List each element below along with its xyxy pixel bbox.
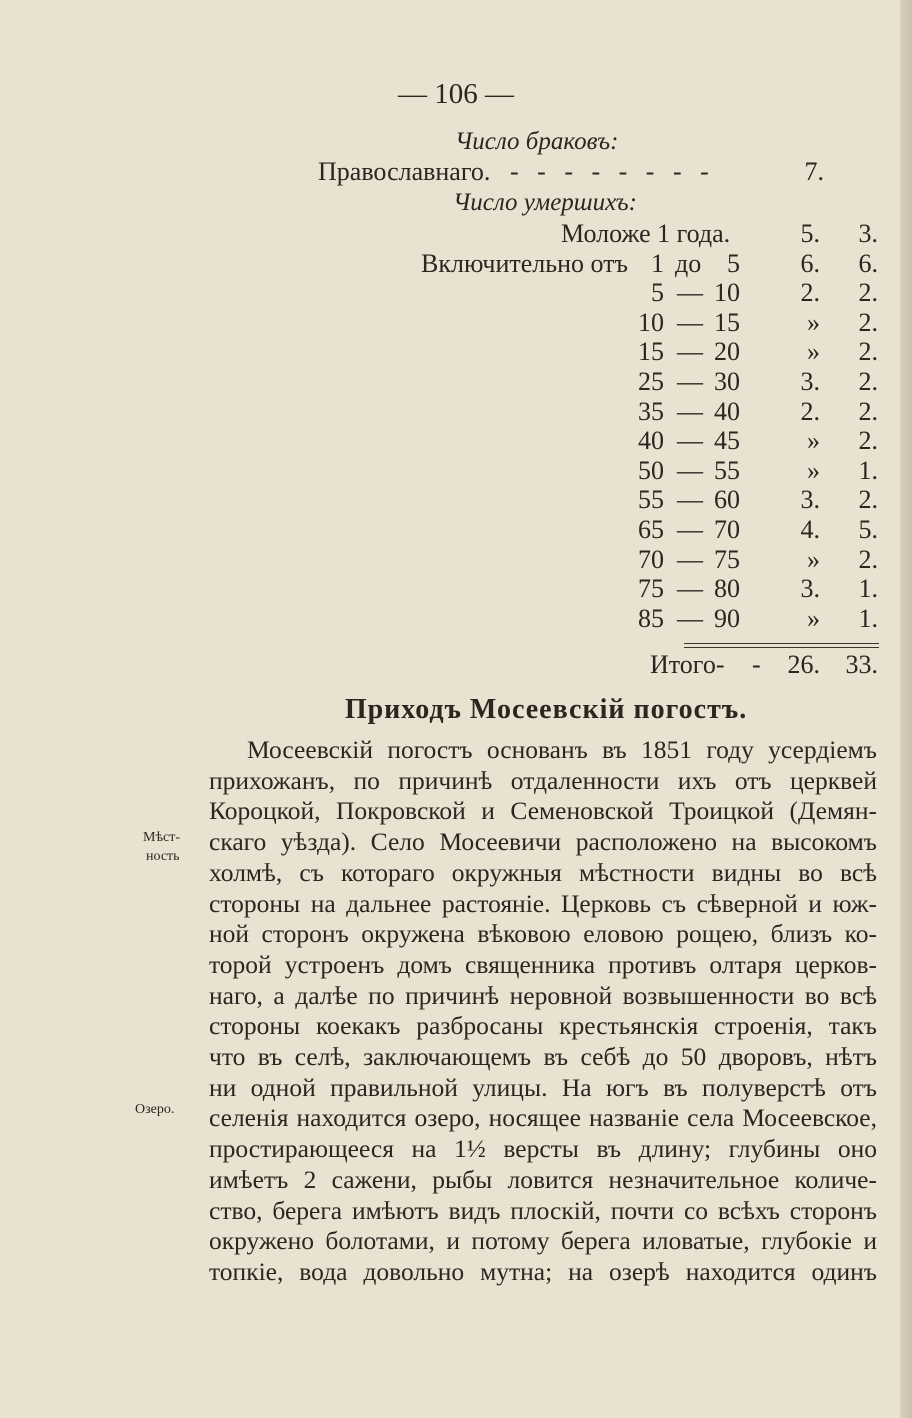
total-a: 26. [787,650,820,679]
margin-note-locality-2: ность [146,849,180,864]
death-count-a: 3. [800,367,820,396]
body-line: Короцкой, Покровской и Семеновской Троицкой (Демян- [209,796,877,826]
age-from: 65 [638,515,664,544]
death-count-a: 4. [800,515,820,544]
body-line: простирающееся на 1½ версты въ длину; глубины оно [209,1134,877,1164]
age-from: 75 [638,574,664,604]
age-from: 70 [638,544,664,574]
age-from: 55 [638,485,664,515]
age-separator: — [677,455,703,485]
page-number: — 106 — [398,78,514,110]
total-label: Итого- [650,650,725,679]
body-line: Мосеевскій погостъ основанъ въ 1851 году усердіемъ [247,735,877,764]
margin-note-lake: Озеро. [135,1102,175,1117]
death-count-b: 3. [858,219,878,248]
age-separator: — [677,515,703,544]
age-separator: — [677,426,703,456]
total-rule [684,643,879,644]
body-line: ной сторонъ окружена вѣковою еловою рощею, близъ ко- [209,919,877,949]
age-from: 15 [638,337,664,367]
total-b: 33. [845,650,878,679]
age-to: 45 [714,426,740,456]
age-from: 10 [638,307,664,337]
total-rule-2 [684,647,879,648]
body-line: ство, берега имѣютъ видъ плоскій, почти со всѣхъ сторонъ [209,1195,877,1225]
age-to: 70 [714,515,740,544]
death-count-b: 2. [858,426,878,456]
body-line: холмѣ, съ котораго окружныя мѣстности видны во всѣ [209,857,877,887]
age-separator: — [677,485,703,515]
age-separator: — [677,603,703,633]
body-line: наго, а далѣе по причинѣ неровной возвышенности во всѣ [209,980,877,1010]
age-from: 85 [638,603,664,633]
age-separator: — [677,278,703,308]
age-to: 40 [714,396,740,426]
age-from: 5 [651,278,664,308]
age-to: 75 [714,544,740,574]
body-line: прихожанъ, по причинѣ отдаленности ихъ отъ церквей [209,765,877,795]
death-row-label: Включительно отъ [421,248,628,278]
age-to: 20 [714,337,740,367]
age-to: 60 [714,485,740,515]
death-count-b: 2. [858,396,878,426]
death-count-a: 2. [800,278,820,308]
age-separator: — [677,574,703,604]
age-to: 80 [714,574,740,604]
marriages-label: Православнаго. [318,157,491,186]
age-to: 30 [714,367,740,396]
death-count-a: » [807,426,820,456]
death-count-a: » [807,337,820,367]
death-count-a: 3. [800,485,820,515]
age-to: 55 [714,455,740,485]
body-line: топкіе, вода довольно мутна; на озерѣ находится одинъ [209,1256,877,1286]
death-count-a: » [807,603,820,633]
page-edge [900,0,912,1418]
death-count-b: 1. [858,455,878,485]
age-from: 50 [638,455,664,485]
age-separator: — [677,367,703,396]
death-row-label: Моложе 1 года. [561,219,731,248]
death-count-b: 2. [858,485,878,515]
death-count-b: 2. [858,278,878,308]
age-separator: — [677,337,703,367]
body-line: стороны на дальнее растояніе. Церковь съ сѣверной и юж- [209,888,877,918]
age-from: 1 [651,248,664,278]
body-line: селенія находится озеро, носящее названіе села Мосеевское, [209,1103,877,1133]
age-from: 25 [638,367,664,396]
body-line: стороны коекакъ разбросаны крестьянскія строенія, такъ [209,1011,877,1041]
death-count-a: » [807,455,820,485]
age-separator: — [677,307,703,337]
marriages-value: 7. [804,157,824,186]
death-count-b: 6. [858,248,878,278]
death-count-b: 2. [858,337,878,367]
death-count-a: 3. [800,574,820,604]
body-line: торой устроенъ домъ священника противъ олтаря церков- [209,949,877,979]
death-count-b: 2. [858,544,878,574]
death-count-a: » [807,544,820,574]
total-dash: - [752,650,761,679]
age-to: 10 [714,278,740,308]
death-count-b: 1. [858,574,878,604]
death-count-b: 1. [858,603,878,633]
death-count-a: 6. [800,248,820,278]
age-from: 35 [638,396,664,426]
body-line: имѣетъ 2 сажени, рыбы ловится незначительное количе- [209,1164,877,1194]
age-to: 5 [727,248,740,278]
marriages-dots: - - - - - - - - [510,157,715,186]
age-to: 90 [714,603,740,633]
death-count-b: 5. [858,515,878,544]
body-line: скаго уѣзда). Село Мосеевичи расположено на высокомъ [209,827,877,857]
age-separator: — [677,544,703,574]
deaths-heading: Число умершихъ: [453,189,637,216]
age-separator: — [677,396,703,426]
body-line: окружено болотами, и потому берега иловатые, глубокіе и [209,1226,877,1256]
age-separator: до [675,248,702,278]
marriages-heading: Число браковъ: [455,128,619,155]
age-to: 15 [714,307,740,337]
section-heading: Приходъ Мосеевскій погостъ. [344,694,748,725]
age-from: 40 [638,426,664,456]
body-line: что въ селѣ, заключающемъ въ себѣ до 50 дворовъ, нѣтъ [209,1042,877,1071]
death-count-b: 2. [858,307,878,337]
death-count-a: 5. [800,219,820,248]
death-count-a: » [807,307,820,337]
margin-note-locality-1: Мѣст- [143,830,181,845]
death-count-b: 2. [858,367,878,396]
body-line: ни одной правильной улицы. На югъ въ полуверстѣ отъ [209,1072,877,1102]
death-count-a: 2. [800,396,820,426]
